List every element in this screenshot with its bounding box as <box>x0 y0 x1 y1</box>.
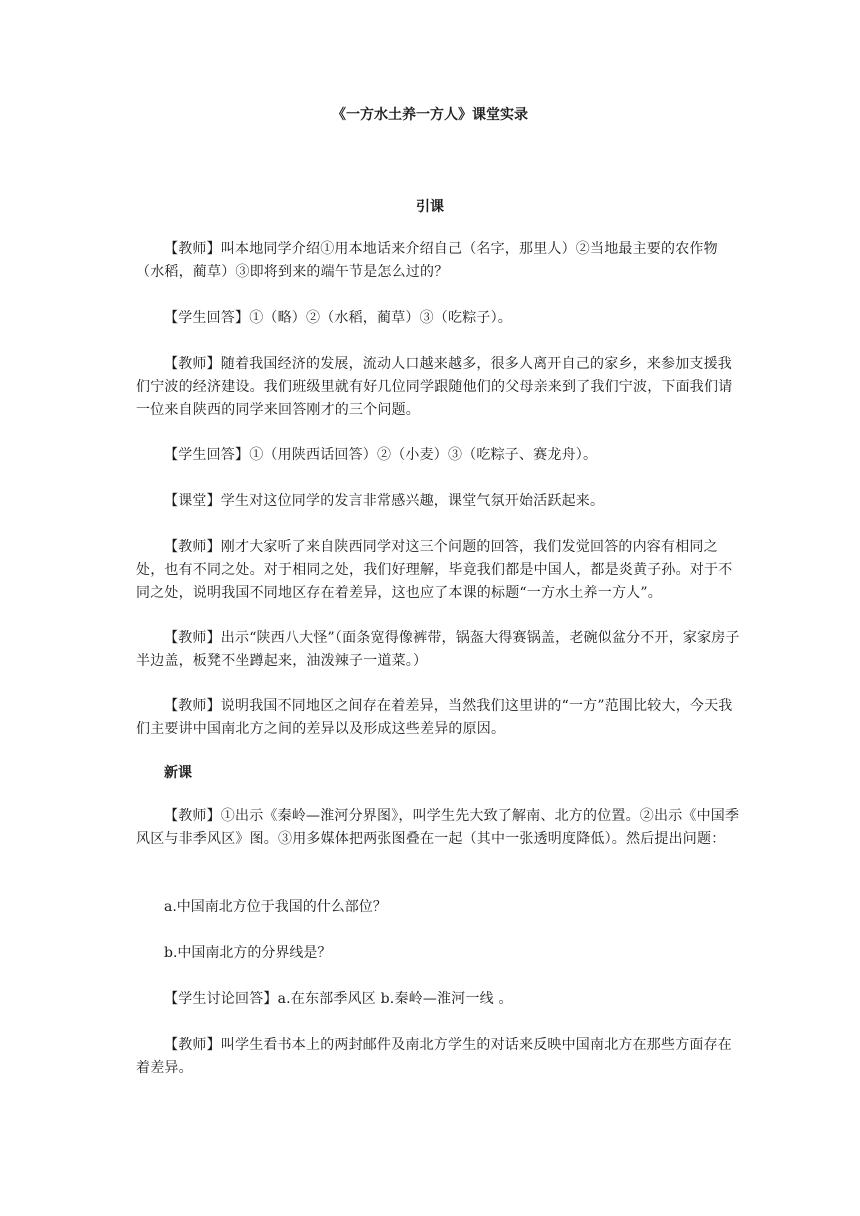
paragraph-teacher-migration: 【教师】随着我国经济的发展，流动人口越来越多，很多人离开自己的家乡，来参加支援我们宁波的经济建设。我们班级里就有好几位同学跟随他们的父母亲来到了我们宁波，下面我们请一位来自陕西的同学来回答刚才的三个问题。 <box>136 356 733 418</box>
paragraph-teacher-emails: 【教师】叫学生看书本上的两封邮件及南北方学生的对话来反映中国南北方在那些方面存在着差异。 <box>136 1037 732 1076</box>
section-heading-intro: 引课 <box>416 199 444 215</box>
paragraph-teacher-differences: 【教师】说明我国不同地区之间存在着差异，当然我们这里讲的“一方”范围比较大，今天我们主要讲中国南北方之间的差异以及形成这些差异的原因。 <box>136 698 733 737</box>
paragraph-student-answer-1: 【学生回答】①（略）②（水稻，蔺草）③（吃粽子）。 <box>164 310 512 326</box>
question-b: b.中国南北方的分界线是？ <box>164 945 332 961</box>
paragraph-teacher-maps: 【教师】①出示《秦岭—淮河分界图》，叫学生先大致了解南、北方的位置。②出示《中国季风区与非季风区》图。③用多媒体把两张图叠在一起（其中一张透明度降低）。然后提出问题： <box>136 808 740 847</box>
paragraph-classroom: 【课堂】学生对这位同学的发言非常感兴趣，课堂气氛开始活跃起来。 <box>164 493 605 509</box>
paragraph-teacher-intro: 【教师】叫本地同学介绍①用本地话来介绍自己（名字，那里人）②当地最主要的农作物（水稻，蔺草）③即将到来的端午节是怎么过的？ <box>136 241 718 280</box>
paragraph-student-answer-2: 【学生回答】①（用陕西话回答）②（小麦）③（吃粽子、赛龙舟）。 <box>164 447 598 463</box>
paragraph-teacher-shaanxi: 【教师】出示“陕西八大怪”（面条宽得像裤带，锅盔大得赛锅盖，老碗似盆分不开，家家房子半边盖，板凳不坐蹲起来，油泼辣子一道菜。） <box>136 630 740 669</box>
section-heading-new: 新课 <box>164 765 192 781</box>
paragraph-student-discussion: 【学生讨论回答】a.在东部季风区 b.秦岭—淮河一线 。 <box>164 991 513 1007</box>
paragraph-teacher-comparison: 【教师】刚才大家听了来自陕西同学对这三个问题的回答，我们发觉回答的内容有相同之处，也有不同之处。对于相同之处，我们好理解，毕竟我们都是中国人，都是炎黄子孙。对于不同之处，说明我国不同地区存在着差异，这也应了本课的标题“一方水土养一方人”。 <box>136 539 733 601</box>
question-a: a.中国南北方位于我国的什么部位？ <box>164 899 387 915</box>
document-title: 《一方水土养一方人》课堂实录 <box>332 107 528 123</box>
